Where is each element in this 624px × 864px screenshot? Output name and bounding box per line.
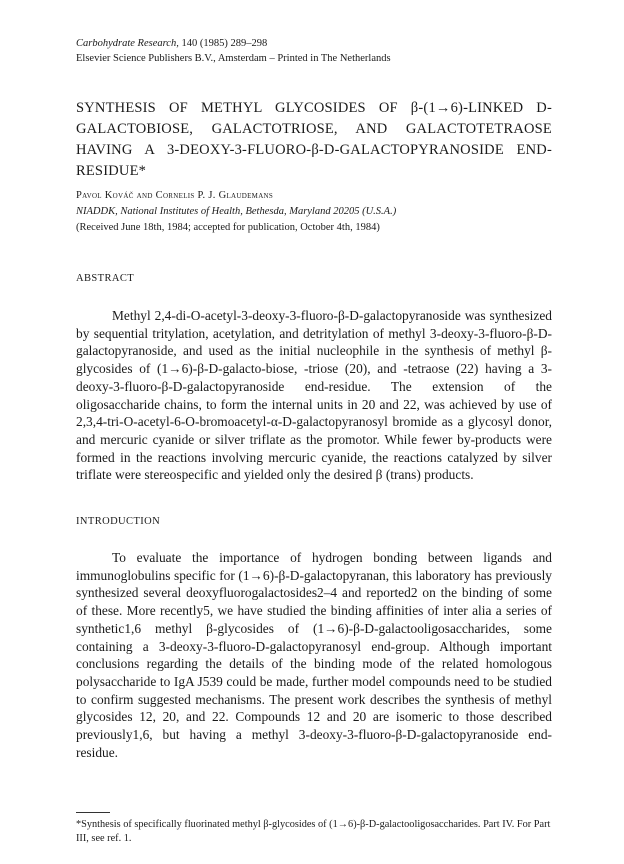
abstract-body <box>76 307 552 484</box>
journal-name: Carbohydrate Research, <box>76 38 179 49</box>
journal-citation: 140 (1985) 289–298 <box>178 38 268 49</box>
introduction-heading: INTRODUCTION <box>76 516 161 527</box>
introduction-text: To evaluate the importance of hydrogen bonding between ligands and immunoglobulins specific for (1→6)-β-D-galactopyranan, this laboratory has previously synthesized several deoxyfluorogalactosides2–4 and reported2 on the binding of some of these. More recently5, we have studied the binding affinities of inter alia a series of synthetic1,6 methyl β-glycosides of (1→6)-β-D-galactooligosaccharides, some containing a 3-deoxy-3-fluoro-D-galactopyranosyl end-group. Although important conclusions regarding the details of the binding mode of the related homologous polysaccharide to IgA J539 could be made, further model compounds need to be studied to confirm suggested mechanisms. The present work describes the synthesis of methyl glycosides 12, 20, and 22. Compounds 12 and 20 are isomeric to those described previously1,6, but having a methyl 3-deoxy-3-fluoro-β-D-galactopyranoside end-residue. <box>76 550 552 760</box>
publisher-line: Elsevier Science Publishers B.V., Amsterdam – Printed in The Netherlands <box>76 53 391 64</box>
article-title <box>76 98 552 182</box>
affiliation: NIADDK, National Institutes of Health, Bethesda, Maryland 20205 (U.S.A.) <box>76 206 397 217</box>
author-block <box>76 188 396 236</box>
abstract-text: Methyl 2,4-di-O-acetyl-3-deoxy-3-fluoro-β-D-galactopyranoside was synthesized by sequential tritylation, acetylation, and detritylation of methyl 3-deoxy-3-fluoro-β-D-galactopyranoside, and used as the initial nucleophile in the synthesis of methyl β-glycosides of (1→6)-β-D-galacto-biose, -triose (20), and -tetraose (22) having a 3-deoxy-3-fluoro-β-D-galactopyranoside end-residue. The extension of the oligosaccharide chains, to form the internal units in 20 and 22, was achieved by use of 2,3,4-tri-O-acetyl-6-O-bromoacetyl-α-D-galactopyranosyl bromide as a glycosyl donor, and mercuric cyanide or silver triflate as the promotor. While fewer by-products were formed in the reactions involving mercuric cyanide, the reactions catalyzed by silver triflate were stereospecific and yielded only the desired β (trans) products. <box>76 308 552 483</box>
abstract-heading: ABSTRACT <box>76 273 135 284</box>
introduction-body <box>76 549 552 761</box>
footnote: *Synthesis of specifically fluorinated methyl β-glycosides of (1→6)-β-D-galactooligosaccharides. Part IV. For Part III, see ref. 1. <box>76 819 551 844</box>
author-names: Pavol Kováč and Cornelis P. J. Glaudemans <box>76 190 274 201</box>
journal-header <box>76 36 391 66</box>
footnote-rule <box>76 812 110 813</box>
title-main: SYNTHESIS OF METHYL GLYCOSIDES OF β-(1→6)-LINKED D-GALACTOBIOSE, GALACTOTRIOSE, AND GALACTOTETRAOSE HAVING A 3-DEOXY-3-FLUORO-β-D-GALACTOPYRANOSIDE END- <box>76 100 552 158</box>
title-last-line: RESIDUE* <box>76 163 147 179</box>
received-dates: (Received June 18th, 1984; accepted for publication, October 4th, 1984) <box>76 222 380 233</box>
